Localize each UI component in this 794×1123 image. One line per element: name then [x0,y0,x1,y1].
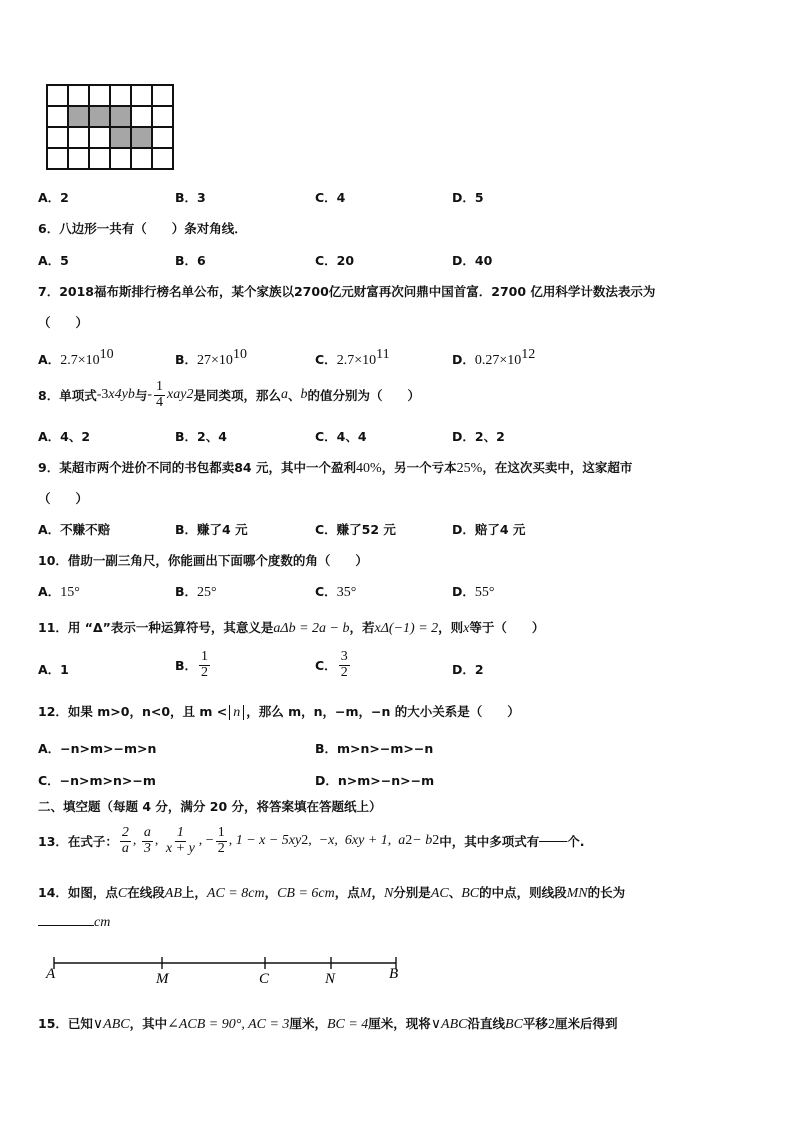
q10-option-d: D．55° [452,584,495,600]
q12-option-b: B．m>n>−m>−n [315,741,434,756]
section-2-title: 二、填空题（每题 4 分，满分 20 分，将答案填在答题纸上） [38,799,382,814]
q8-option-b: B．2、4 [175,429,227,444]
q11-option-a: A．1 [38,662,69,677]
grid-cell [89,148,110,169]
q7-stem: 7．2018福布斯排行榜名单公布，某个家族以2700亿元财富再次问鼎中国首富．2700 亿用科学计数法表示为 [38,284,656,299]
segment-figure [40,950,410,990]
grid-cell-shaded [110,106,131,127]
q12-option-a: A．−n>m>−m>n [38,741,157,756]
grid-cell [110,148,131,169]
q9-stem: 9．某超市两个进价不同的书包都卖84 元，其中一个盈利40%，另一个亏本25%，在这次买卖中，这家超市 [38,460,633,476]
q6-option-a: A．5 [38,253,69,268]
q11-stem: 11．用 “Δ”表示一种运算符号，其意义是aΔb = 2a − b，若xΔ(−1) = 2，则x等于（ ） [38,620,545,636]
q7-option-c: C．$2.7\times 10^{11}$ [315,347,390,368]
q11-option-c: C． $\frac{3}{2}$ [315,649,348,680]
label-b: B [389,966,399,982]
q6-option-b: B．6 [175,253,206,268]
grid-cell [152,148,173,169]
q10-stem: 10．借助一副三角尺，你能画出下面哪个度数的角（ ） [38,553,368,568]
q9-option-a: A．不赚不赔 [38,522,111,537]
q13-stem: 13．在式子： $\frac{2}{a}$ , $\frac{a}{3}$ , $\frac{1}{x + y}$ , − $\frac{1}{2}$ , 1 − x − 5xy 2 , −x , 6xy + 1 , a 2 − b 2 中，其中多项式有 个. [38,825,585,856]
q9-paren: （ ） [38,491,89,506]
q8-option-d: D．2、2 [452,429,505,444]
grid-cell [152,85,173,106]
q10-option-c: C．35° [315,584,357,600]
q7-paren: （ ） [38,315,89,330]
q12-option-c: C．−n>m>n>−m [38,773,156,788]
q9-option-d: D．赔了4 元 [452,522,526,537]
grid-cell-shaded [68,106,89,127]
label-m: M [156,971,169,987]
grid-cell [89,127,110,148]
q6-option-c: C．20 [315,253,355,268]
q5-option-b: B．3 [175,190,206,205]
q5-option-a: A．2 [38,190,69,205]
grid-cell [131,106,152,127]
q8-option-a: A．4、2 [38,429,91,444]
q12-option-d: D．n>m>−n>−m [315,773,435,788]
grid-cell [89,85,110,106]
q14-answer-line: cm [38,914,110,931]
q10-option-b: B．25° [175,584,217,600]
grid-cell [47,127,68,148]
grid-cell [68,127,89,148]
q5-option-d: D．5 [452,190,484,205]
grid-cell [131,148,152,169]
q9-option-b: B．赚了4 元 [175,522,248,537]
grid-cell-shaded [89,106,110,127]
q6-option-d: D．40 [452,253,493,268]
grid-cell [110,85,131,106]
q11-option-b: B． $\frac{1}{2}$ [175,649,209,680]
q9-option-c: C．赚了52 元 [315,522,396,537]
q15-stem: 15．已知∨ABC，其中∠ACB = 90°, AC = 3厘米，BC = 4厘米，现将∨ABC沿直线BC平移2厘米后得到 [38,1016,618,1032]
q5-option-c: C．4 [315,190,346,205]
q7-option-a: A．$2.7\times 10^{10}$ [38,347,114,368]
label-n: N [325,971,336,987]
q12-stem: 12．如果 m>0，n<0，且 m < n ，那么 m，n，−m，−n 的大小关系是（ ） [38,704,520,720]
grid-cell-shaded [110,127,131,148]
grid-cell [47,106,68,127]
label-c: C [259,971,270,987]
grid-cell-shaded [131,127,152,148]
q7-option-d: D．$0.27\times 10^{12}$ [452,347,536,368]
label-a: A [46,966,56,982]
q10-option-a: A．15° [38,584,80,600]
q14-stem: 14．如图，点C在线段AB上，AC = 8cm，CB = 6cm，点M，N分别是AC、BC的中点，则线段MN的长为 [38,885,626,901]
q7-option-b: B．$27\times 10^{10}$ [175,347,247,368]
grid-cell [152,127,173,148]
q8-option-c: C．4、4 [315,429,367,444]
grid-cell [68,148,89,169]
grid-cell [68,85,89,106]
grid-cell [47,85,68,106]
q11-option-d: D．2 [452,662,484,677]
q6-stem: 6．八边形一共有（ ）条对角线． [38,221,247,236]
q8-stem: 8．单项式 - 3 x 4 y b 与 - $\frac{1}{4}$ x a y 2 是同类项，那么 a 、 b 的值分别为（ ） [38,379,420,410]
grid-cell [131,85,152,106]
grid-cell [152,106,173,127]
shaded-grid-figure [46,84,174,170]
grid-cell [47,148,68,169]
